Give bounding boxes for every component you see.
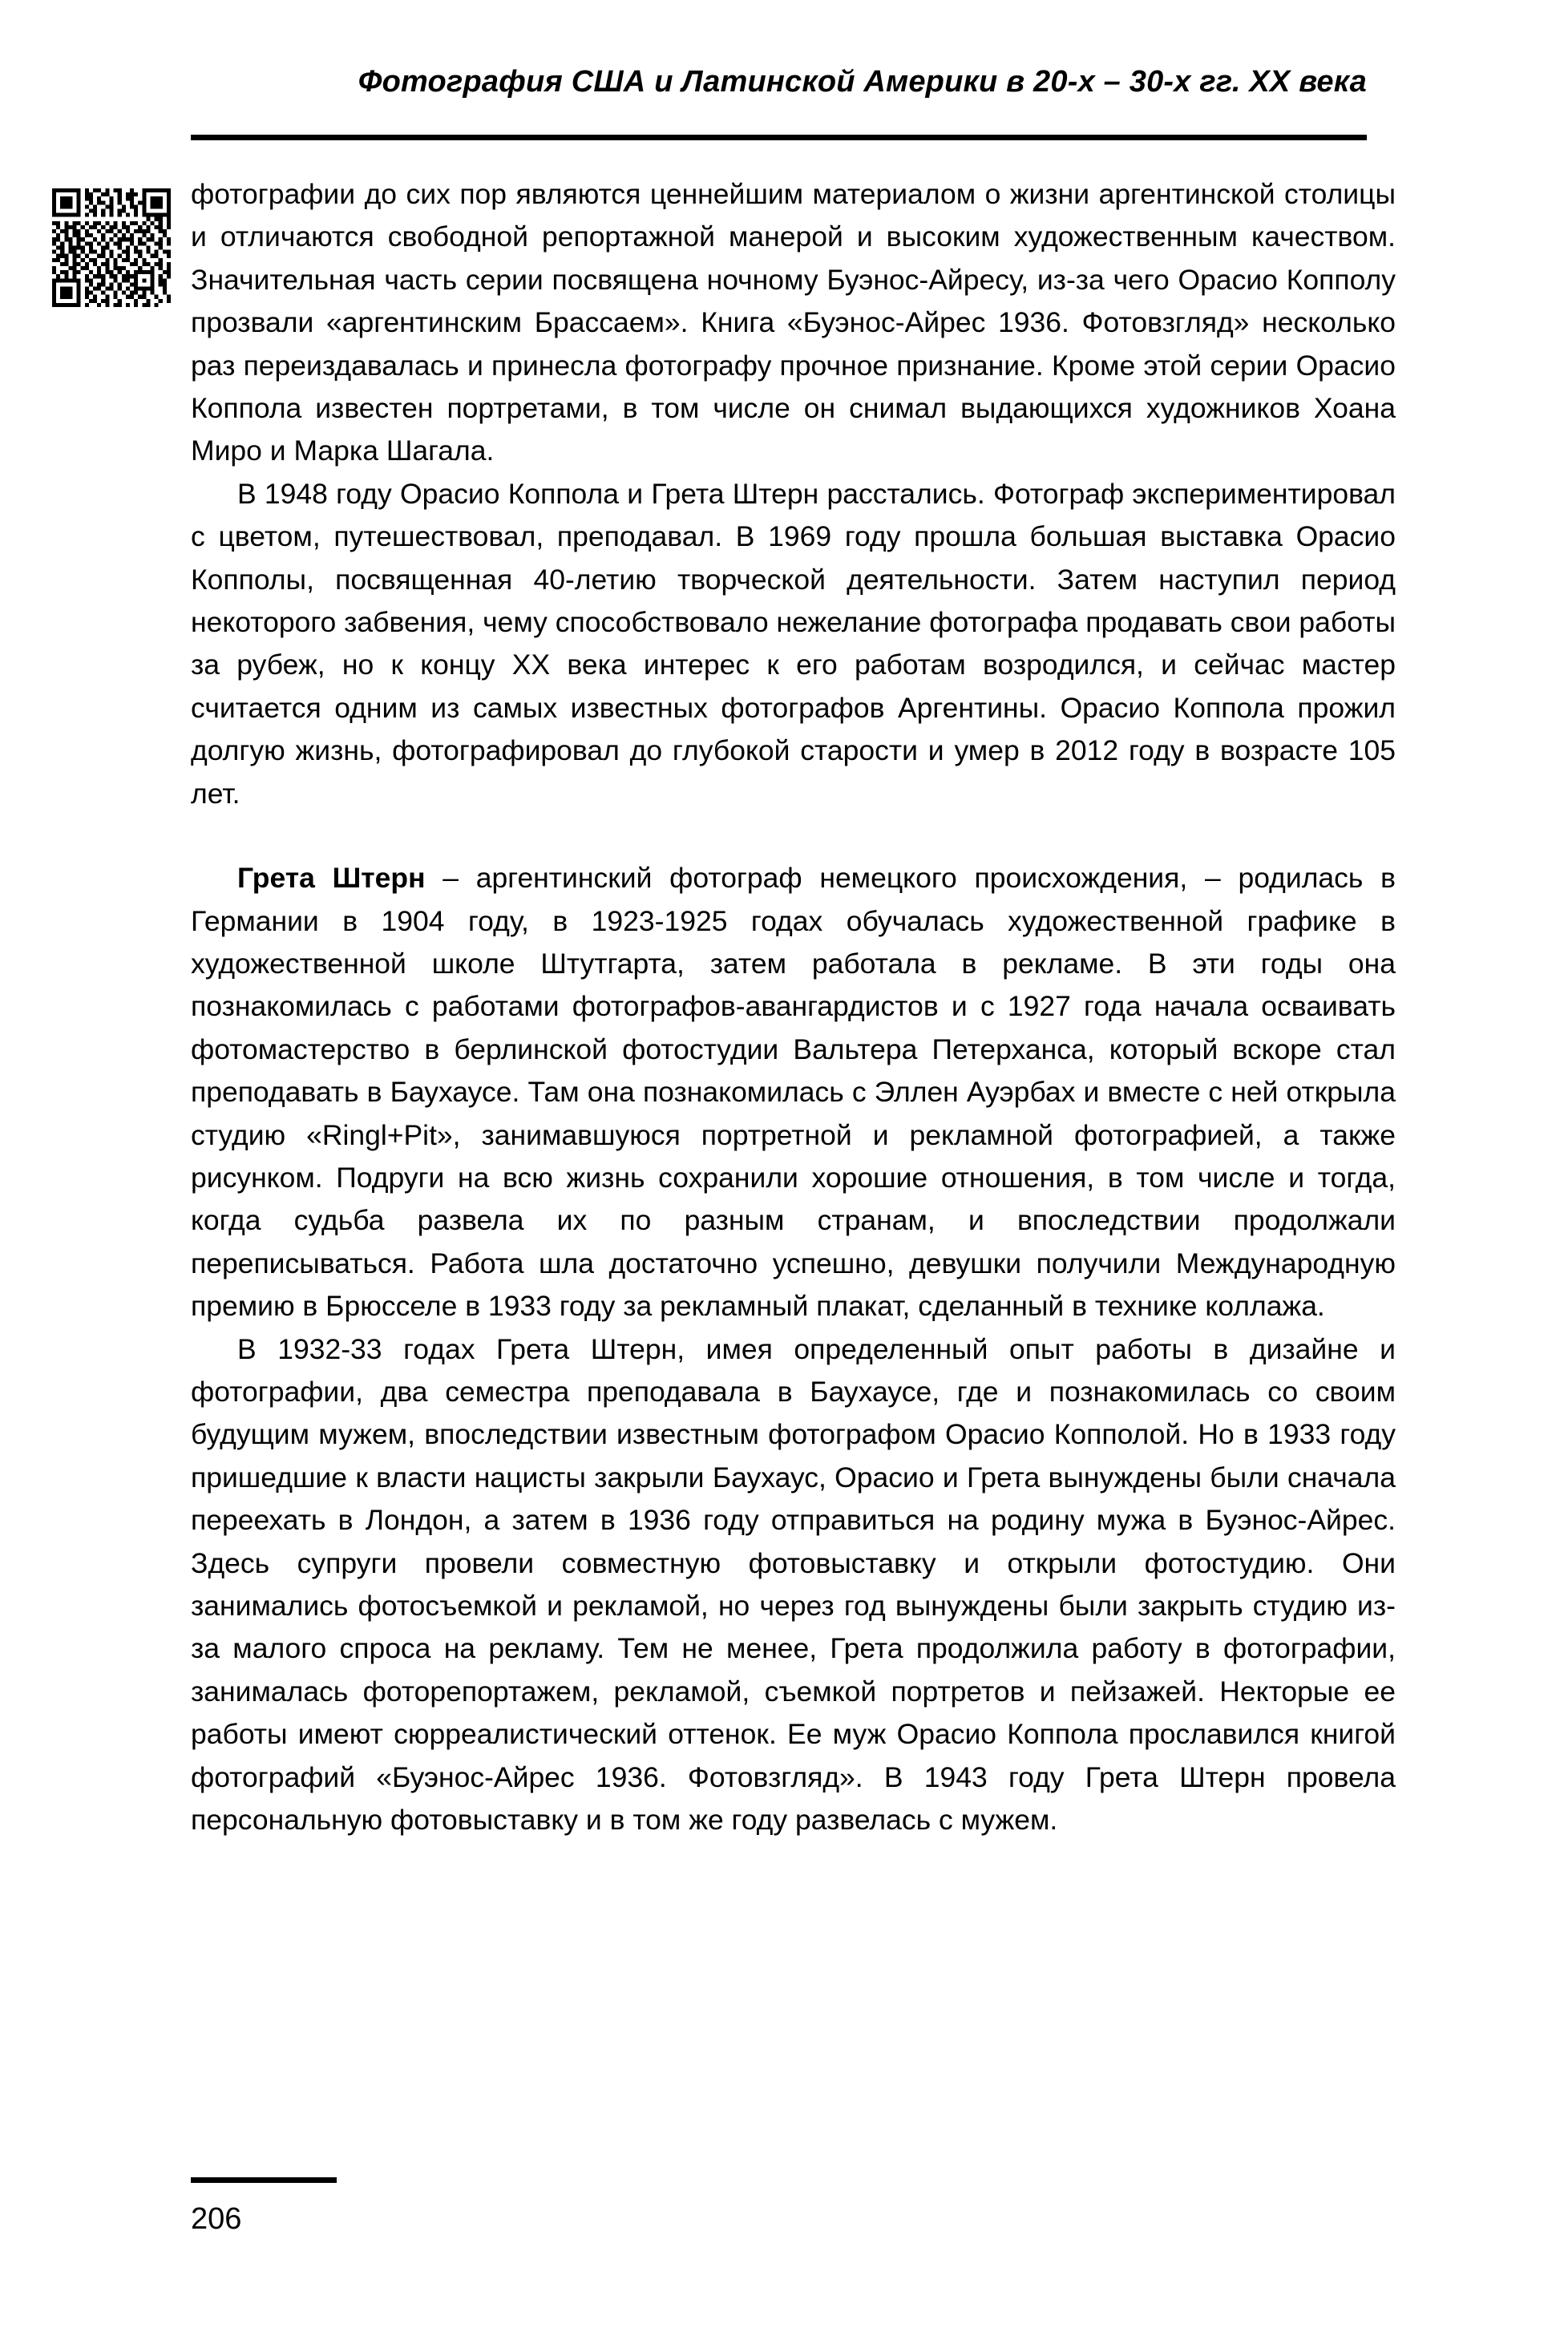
paragraph-stern-1932: В 1932-33 годах Грета Штерн, имея определенный опыт работы в дизайне и фотографии, два семестра преподавала в Баухаусе, где и познакомилась со своим будущим мужем, впоследствии известным фотографом Орасио Копполой. Но в 1933 году пришедшие к власти нацисты закрыли Баухаус, Орасио и Грета вынуждены были сначала переехать в Лондон, а затем в 1936 году отправиться на родину мужа в Буэнос-Айрес. Здесь супруги провели совместную фотовыставку и открыли фотостудию. Они занимались фотосъемкой и рекламой, но через год вынуждены были закрыть студию из-за малого спроса на рекламу. Тем не менее, Грета продолжила работу в фотографии, занималась фоторепортажем, рекламой, съемкой портретов и пейзажей. Некторые ее работы имеют сюрреалистический оттенок. Ее муж Орасио Коппола прославился книгой фотографий «Буэнос-Айрес 1936. Фотовзгляд». В 1943 году Грета Штерн провела персональную фотовыставку и в том же году развелась с мужем. [191,1332,1396,1837]
stern-intro-rest: – аргентинский фотограф немецкого происхождения, – родилась в Германии в 1904 году, в 1923-1925 годах обучалась художественной графике в художественной школе Штутгарта, затем работала в рекламе. В эти годы она познакомилась с работами фотографов-авангардистов и с 1927 года начала осваивать фотомастерство в берлинской фотостудии Вальтера Петерханса, который вскоре стал преподавать в Баухаусе. Там она познакомилась с Эллен Ауэрбах и вместе с ней открыла студию «Ringl+Pit», занимавшуюся портретной и рекламной фотографией, а также рисунком. Подруги на всю жизнь сохранили хорошие отношения, в том числе и тогда, когда судьба развела их по разным странам, и впоследствии продолжали переписываться. Работа шла достаточно успешно, девушки получили Международную премию в Брюсселе в 1933 году за рекламный плакат, сделанный в технике коллажа. [191,862,1396,1323]
body-text-column [191,173,1396,1841]
qr-code-icon [52,188,171,308]
page-number: 206 [191,2202,242,2236]
paragraph-coppola-continued: фотографии до сих пор являются ценнейшим материалом о жизни аргентинской столицы и отличаются свободной репортажной манерой и высоким художественным качеством. Значительная часть серии посвящена ночному Буэнос-Айресу, из-за чего Орасио Копполу прозвали «аргентинским Брассаем». Книга «Буэнос-Айрес 1936. Фотовзгляд» несколько раз переиздавалась и принесла фотографу прочное признание. Кроме этой серии Орасио Коппола известен портретами, в том числе он снимал выдающихся художников Хоана Миро и Марка Шагала. [191,178,1396,467]
paragraph-coppola-1948: В 1948 году Орасио Коппола и Грета Штерн расстались. Фотограф экспериментировал с цветом, путешествовал, преподавал. В 1969 году прошла большая выставка Орасио Копполы, посвященная 40-летию творческой деятельности. Затем наступил период некоторого забвения, чему способствовало нежелание фотографа продавать свои работы за рубеж, но к концу XX века интерес к его работам возродился, и сейчас мастер считается одним из самых известных фотографов Аргентины. Орасио Коппола прожил долгую жизнь, фотографировал до глубокой старости и умер в 2012 году в возрасте 105 лет. [191,477,1396,810]
header-rule [191,135,1367,140]
stern-name-lead: Грета Штерн [237,862,426,895]
paragraph-stern-intro [191,857,1396,1328]
running-head: Фотография США и Латинской Америки в 20-х – 30-х гг. XX века [358,65,1367,99]
footer-rule [191,2177,337,2183]
